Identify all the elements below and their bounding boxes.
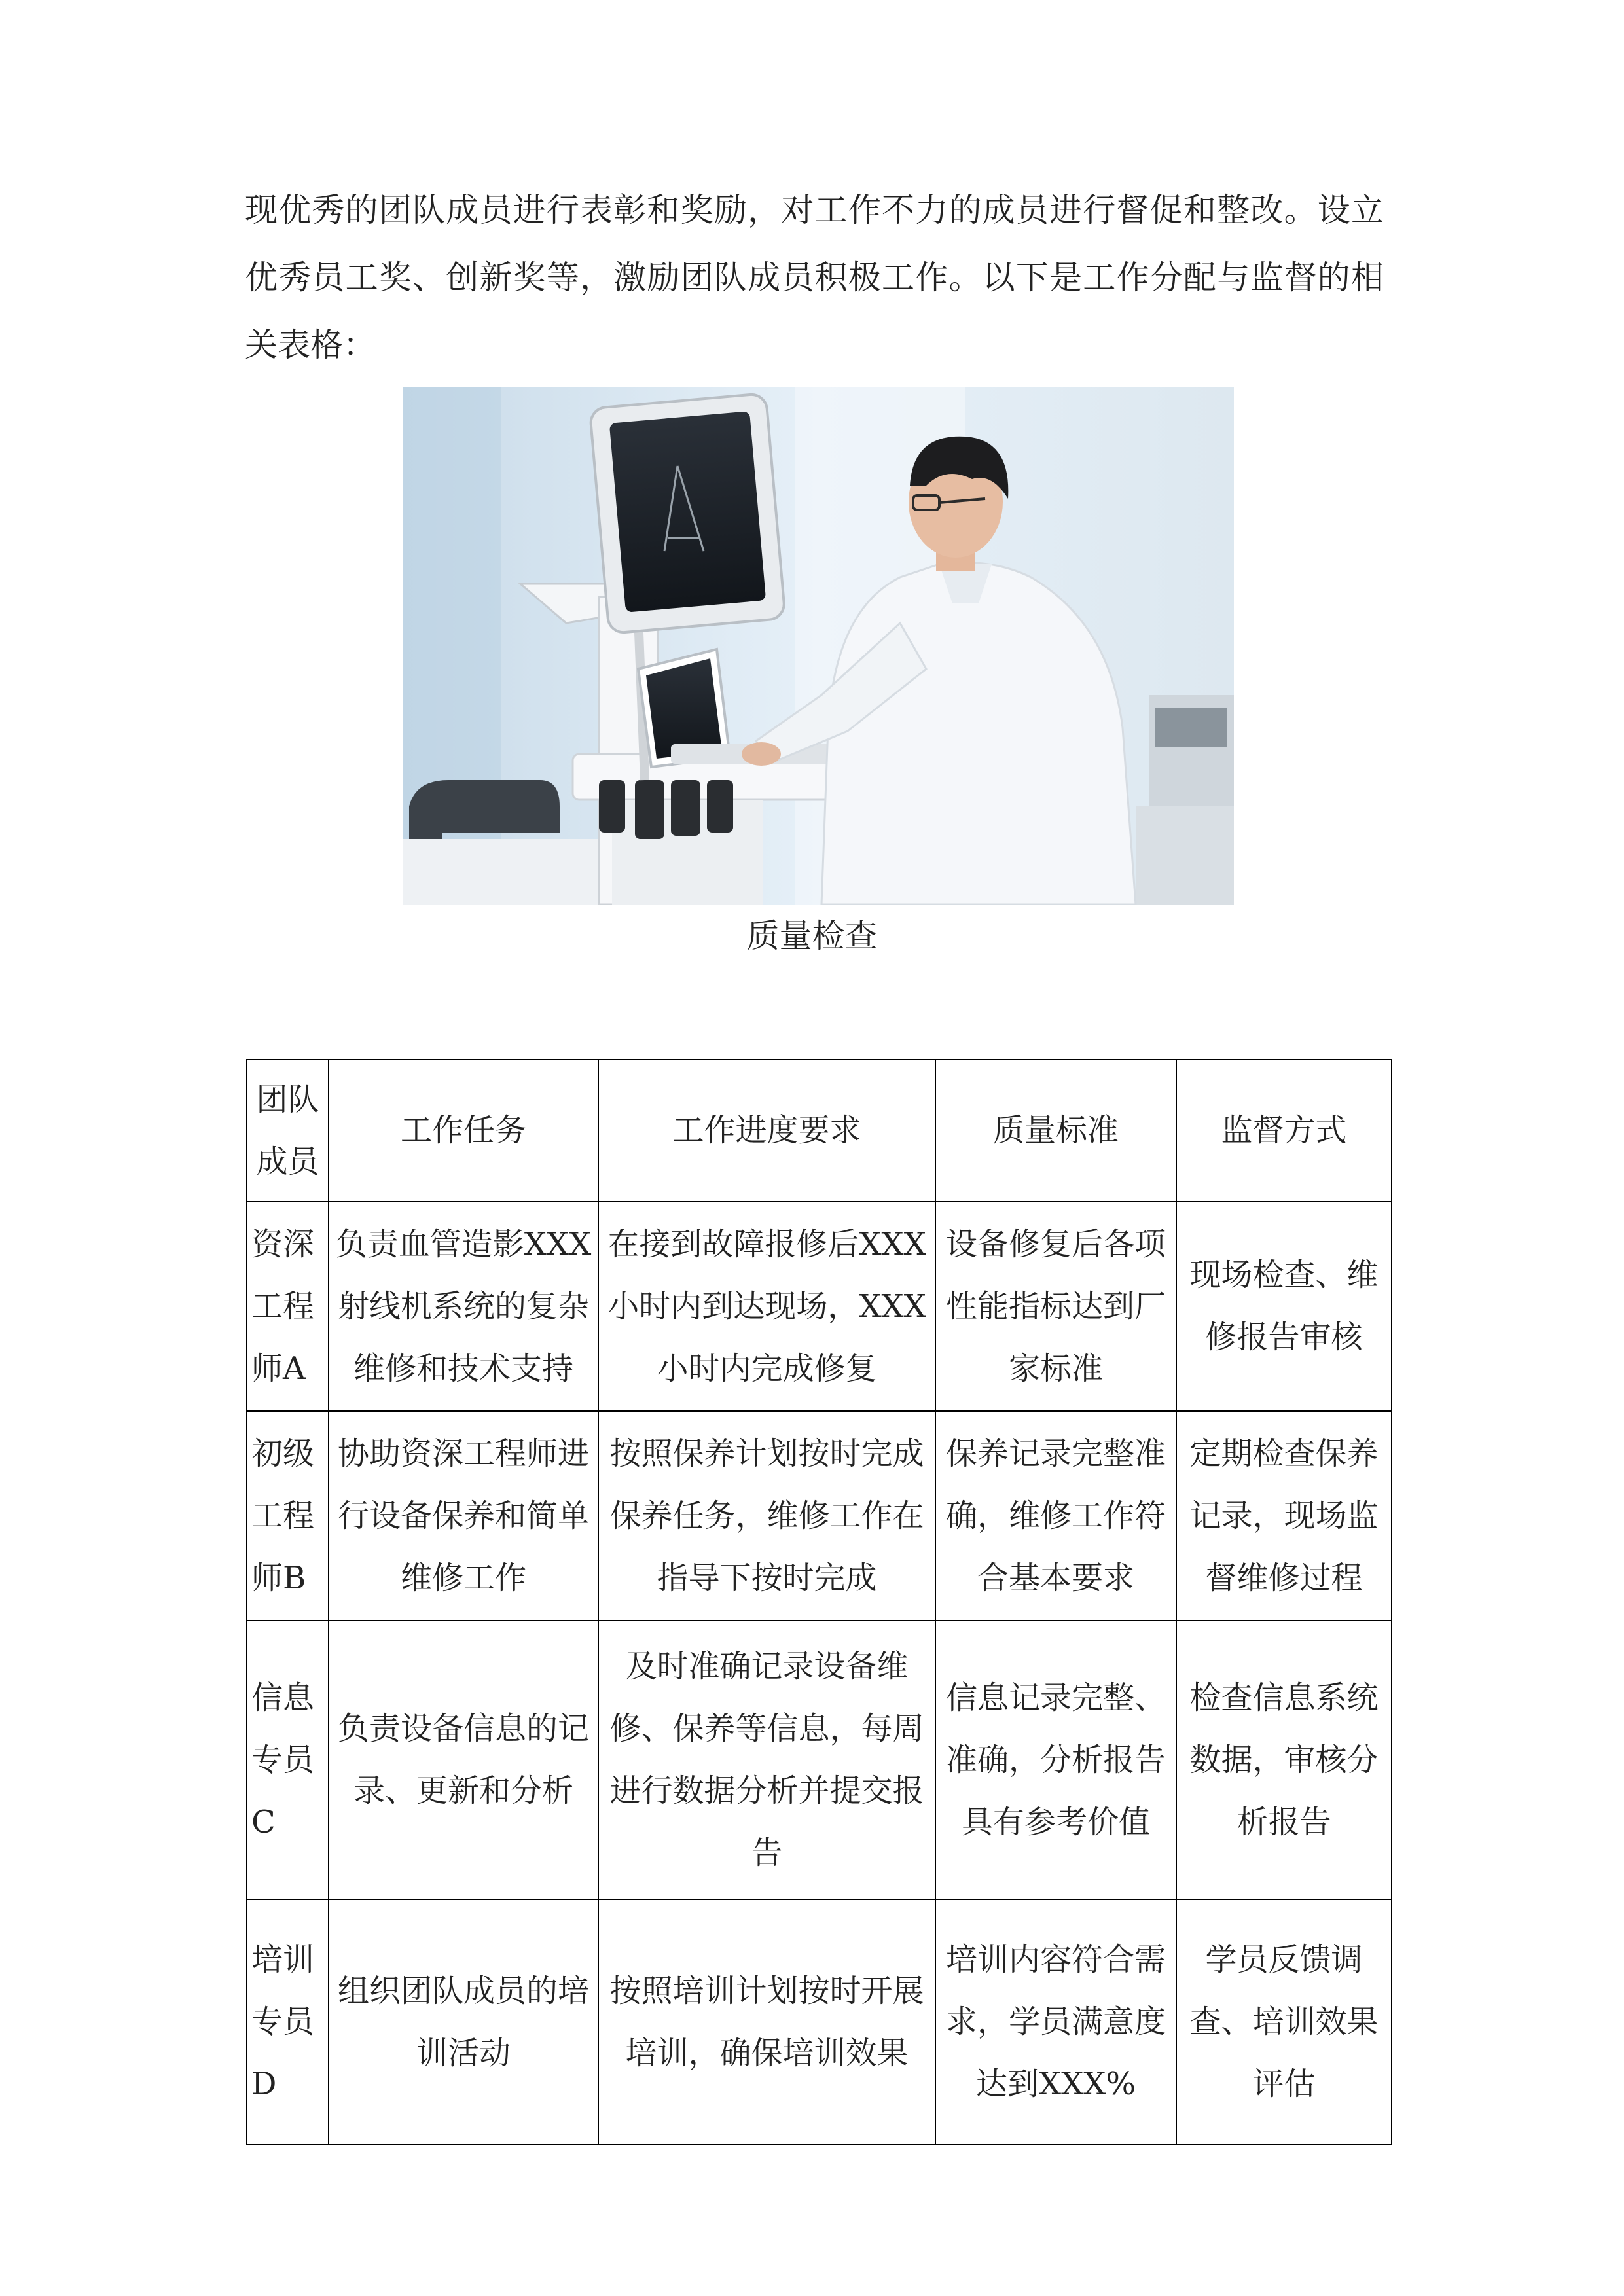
header-supervision: 监督方式 bbox=[1176, 1060, 1392, 1202]
cell-member: 初级工程师B bbox=[247, 1411, 329, 1621]
table-row bbox=[247, 1899, 1392, 2145]
cell-task: 组织团队成员的培训活动 bbox=[329, 1899, 598, 2145]
cell-progress: 及时准确记录设备维修、保养等信息，每周进行数据分析并提交报告 bbox=[598, 1621, 935, 1899]
cell-quality: 信息记录完整、准确，分析报告具有参考价值 bbox=[935, 1621, 1176, 1899]
cell-quality: 培训内容符合需求，学员满意度达到XXX% bbox=[935, 1899, 1176, 2145]
cell-task: 负责设备信息的记录、更新和分析 bbox=[329, 1621, 598, 1899]
cell-progress: 按照培训计划按时开展培训，确保培训效果 bbox=[598, 1899, 935, 2145]
cell-task: 负责血管造影XXX射线机系统的复杂维修和技术支持 bbox=[329, 1202, 598, 1411]
table-row bbox=[247, 1411, 1392, 1621]
photo-illustration bbox=[403, 387, 1234, 905]
header-member: 团队成员 bbox=[247, 1060, 329, 1202]
cell-supervision: 定期检查保养记录，现场监督维修过程 bbox=[1176, 1411, 1392, 1621]
cell-member: 信息专员C bbox=[247, 1621, 329, 1899]
cell-member: 资深工程师A bbox=[247, 1202, 329, 1411]
figure-caption: 质量检查 bbox=[746, 917, 878, 955]
cell-supervision: 检查信息系统数据，审核分析报告 bbox=[1176, 1621, 1392, 1899]
cell-progress: 在接到故障报修后XXX小时内到达现场，XXX小时内完成修复 bbox=[598, 1202, 935, 1411]
cell-quality: 保养记录完整准确，维修工作符合基本要求 bbox=[935, 1411, 1176, 1621]
cell-quality: 设备修复后各项性能指标达到厂家标准 bbox=[935, 1202, 1176, 1411]
header-task: 工作任务 bbox=[329, 1060, 598, 1202]
quality-inspection-photo bbox=[403, 387, 1234, 905]
cell-progress: 按照保养计划按时完成保养任务，维修工作在指导下按时完成 bbox=[598, 1411, 935, 1621]
cell-task: 协助资深工程师进行设备保养和简单维修工作 bbox=[329, 1411, 598, 1621]
header-quality: 质量标准 bbox=[935, 1060, 1176, 1202]
cell-supervision: 现场检查、维修报告审核 bbox=[1176, 1202, 1392, 1411]
cell-supervision: 学员反馈调查、培训效果评估 bbox=[1176, 1899, 1392, 2145]
cell-member: 培训专员D bbox=[247, 1899, 329, 2145]
table-header-row bbox=[247, 1060, 1392, 1202]
work-assignment-table bbox=[246, 1059, 1392, 2145]
header-progress: 工作进度要求 bbox=[598, 1060, 935, 1202]
table-row bbox=[247, 1621, 1392, 1899]
intro-paragraph: 现优秀的团队成员进行表彰和奖励，对工作不力的成员进行督促和整改。设立优秀员工奖、创新奖等，激励团队成员积极工作。以下是工作分配与监督的相关表格： bbox=[245, 191, 1384, 364]
table-row bbox=[247, 1202, 1392, 1411]
